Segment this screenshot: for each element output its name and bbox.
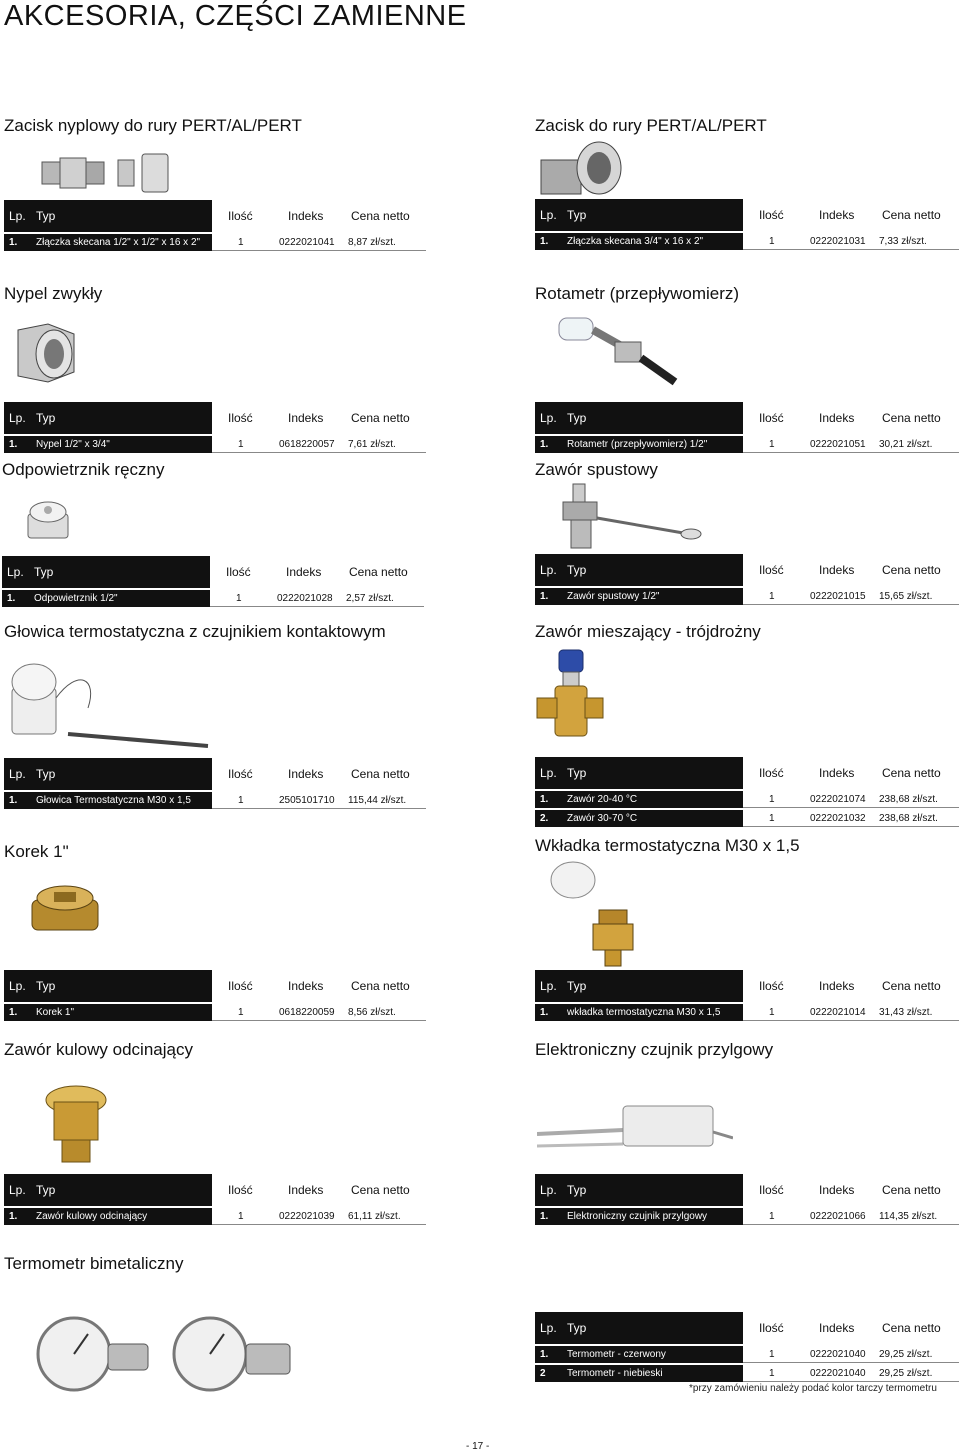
col-cena: Cena netto — [351, 767, 410, 781]
product-table — [535, 402, 959, 453]
col-cena: Cena netto — [882, 1183, 941, 1197]
cell-lp: 1. — [7, 593, 16, 604]
cell-indeks: 0222021040 — [810, 1368, 866, 1379]
table-row — [535, 1346, 959, 1363]
col-cena: Cena netto — [882, 766, 941, 780]
cell-lp: 1. — [540, 1349, 549, 1360]
cell-ilosc: 1 — [238, 439, 244, 450]
cell-indeks: 0618220059 — [279, 1007, 335, 1018]
table-header — [535, 1312, 959, 1344]
cell-typ: Nypel 1/2" x 3/4" — [36, 439, 110, 450]
col-typ: Typ — [36, 411, 56, 425]
cell-typ: Złączka skecana 3/4" x 16 x 2" — [567, 236, 704, 247]
table-header — [2, 556, 424, 588]
cell-ilosc: 1 — [238, 237, 244, 248]
table-row — [535, 436, 959, 453]
cell-cena: 61,11 zł/szt. — [348, 1211, 401, 1222]
cell-indeks: 0222021031 — [810, 236, 866, 247]
col-typ: Typ — [36, 1183, 56, 1197]
cell-cena: 2,57 zł/szt. — [346, 593, 394, 604]
section-title: Zacisk do rury PERT/AL/PERT — [535, 116, 767, 135]
section-ball-valve — [4, 1038, 426, 1238]
cell-lp: 2 — [540, 1368, 546, 1379]
table-header — [535, 757, 959, 789]
col-cena: Cena netto — [882, 979, 941, 993]
cell-lp: 1. — [9, 439, 18, 450]
cell-lp: 1. — [540, 236, 549, 247]
col-indeks: Indeks — [819, 1183, 855, 1197]
col-ilosc: Ilość — [228, 209, 253, 223]
cell-ilosc: 1 — [769, 813, 775, 824]
contact-sensor-icon — [537, 1096, 733, 1160]
col-cena: Cena netto — [882, 411, 941, 425]
cell-cena: 115,44 zł/szt. — [348, 795, 407, 806]
cell-cena: 114,35 zł/szt. — [879, 1211, 938, 1222]
table-row — [4, 234, 426, 251]
col-indeks: Indeks — [288, 411, 324, 425]
col-lp: Lp. — [540, 766, 557, 780]
page-title: AKCESORIA, CZĘŚCI ZAMIENNE — [4, 0, 467, 32]
cell-typ: Odpowietrznik 1/2" — [34, 593, 118, 604]
col-ilosc: Ilość — [226, 565, 251, 579]
cell-typ: Korek 1" — [36, 1007, 75, 1018]
table-row — [535, 233, 959, 250]
col-indeks: Indeks — [819, 563, 855, 577]
section-flow-meter — [535, 282, 959, 462]
product-table — [535, 1174, 959, 1225]
air-vent-icon — [24, 498, 72, 542]
nipple-icon — [8, 320, 80, 390]
col-cena: Cena netto — [882, 1321, 941, 1335]
col-ilosc: Ilość — [228, 979, 253, 993]
cell-indeks: 0222021032 — [810, 813, 866, 824]
cell-indeks: 0222021014 — [810, 1007, 866, 1018]
cell-ilosc: 1 — [769, 1211, 775, 1222]
col-lp: Lp. — [540, 208, 557, 222]
col-ilosc: Ilość — [759, 1321, 784, 1335]
table-header — [535, 199, 959, 231]
table-header — [4, 402, 426, 434]
cell-lp: 2. — [540, 813, 549, 824]
table-header — [535, 554, 959, 586]
table-row — [535, 1004, 959, 1021]
col-lp: Lp. — [9, 1183, 26, 1197]
col-indeks: Indeks — [819, 766, 855, 780]
drain-valve-icon — [557, 482, 705, 554]
product-table — [4, 1174, 426, 1225]
section-nipple — [4, 282, 426, 462]
col-lp: Lp. — [9, 767, 26, 781]
cell-typ: Złączka skecana 1/2" x 1/2" x 16 x 2" — [36, 237, 201, 248]
col-typ: Typ — [567, 979, 587, 993]
flow-meter-icon — [555, 314, 685, 390]
table-header — [535, 402, 959, 434]
nipple-clamp-icon — [40, 148, 170, 198]
cell-lp: 1. — [540, 1211, 549, 1222]
section-title: Głowica termostatyczna z czujnikiem kontaktowym — [4, 622, 386, 641]
col-typ: Typ — [567, 563, 587, 577]
section-title: Rotametr (przepływomierz) — [535, 284, 740, 303]
col-indeks: Indeks — [819, 1321, 855, 1335]
col-cena: Cena netto — [882, 208, 941, 222]
table-header — [4, 970, 426, 1002]
section-nipple-clamp — [4, 114, 426, 254]
col-lp: Lp. — [540, 1321, 557, 1335]
section-title: Termometr bimetaliczny — [4, 1254, 184, 1273]
section-title: Elektroniczny czujnik przylgowy — [535, 1040, 774, 1059]
cell-indeks: 0222021041 — [279, 237, 335, 248]
col-cena: Cena netto — [351, 411, 410, 425]
cell-cena: 7,61 zł/szt. — [348, 439, 396, 450]
table-row — [4, 1004, 426, 1021]
cell-ilosc: 1 — [769, 1368, 775, 1379]
cell-cena: 8,87 zł/szt. — [348, 237, 396, 248]
section-mixing-valve — [535, 620, 959, 830]
product-table — [535, 199, 959, 250]
cell-indeks: 0222021039 — [279, 1211, 335, 1222]
col-cena: Cena netto — [351, 209, 410, 223]
section-title: Zawór kulowy odcinający — [4, 1040, 193, 1059]
page-number: - 17 - — [466, 1441, 490, 1452]
product-table — [4, 200, 426, 251]
cell-ilosc: 1 — [238, 1007, 244, 1018]
cell-typ: Zawór kulowy odcinający — [36, 1211, 148, 1222]
col-typ: Typ — [36, 767, 56, 781]
cell-cena: 238,68 zł/szt. — [879, 794, 938, 805]
col-typ: Typ — [567, 766, 587, 780]
col-indeks: Indeks — [286, 565, 322, 579]
table-header — [4, 1174, 426, 1206]
col-typ: Typ — [36, 979, 56, 993]
col-lp: Lp. — [9, 411, 26, 425]
col-ilosc: Ilość — [759, 208, 784, 222]
section-title: Zacisk nyplowy do rury PERT/AL/PERT — [4, 116, 302, 135]
col-indeks: Indeks — [819, 411, 855, 425]
col-ilosc: Ilość — [759, 1183, 784, 1197]
product-table — [2, 556, 424, 607]
cell-typ: Termometr - czerwony — [567, 1349, 666, 1360]
cell-lp: 1. — [9, 237, 18, 248]
product-table — [4, 758, 426, 809]
cell-typ: Zawór 30-70 °C — [567, 813, 638, 824]
table-header — [535, 1174, 959, 1206]
section-pipe-clamp — [535, 114, 959, 254]
col-typ: Typ — [567, 1183, 587, 1197]
cell-ilosc: 1 — [236, 593, 242, 604]
col-typ: Typ — [567, 411, 587, 425]
col-typ: Typ — [567, 208, 587, 222]
table-row — [4, 1208, 426, 1225]
col-indeks: Indeks — [819, 208, 855, 222]
section-title: Zawór mieszający - trójdrożny — [535, 622, 761, 641]
cell-lp: 1. — [9, 795, 18, 806]
table-row — [4, 436, 426, 453]
pipe-clamp-icon — [539, 140, 625, 198]
cell-indeks: 0222021051 — [810, 439, 866, 450]
col-lp: Lp. — [540, 979, 557, 993]
cell-ilosc: 1 — [238, 1211, 244, 1222]
product-table — [535, 970, 959, 1021]
cell-ilosc: 1 — [769, 236, 775, 247]
cell-indeks: 0618220057 — [279, 439, 335, 450]
section-contact-sensor — [535, 1038, 959, 1238]
section-drain-valve — [535, 458, 959, 608]
cell-lp: 1. — [540, 794, 549, 805]
cell-indeks: 0222021028 — [277, 593, 333, 604]
section-thermostatic-insert — [535, 836, 959, 1036]
table-row — [535, 810, 959, 827]
cell-cena: 30,21 zł/szt. — [879, 439, 933, 450]
col-typ: Typ — [34, 565, 54, 579]
cell-lp: 1. — [540, 1007, 549, 1018]
cell-ilosc: 1 — [769, 794, 775, 805]
section-title: Zawór spustowy — [535, 460, 658, 479]
col-indeks: Indeks — [288, 1183, 324, 1197]
col-ilosc: Ilość — [228, 1183, 253, 1197]
cell-cena: 238,68 zł/szt. — [879, 813, 938, 824]
cell-cena: 7,33 zł/szt. — [879, 236, 927, 247]
product-table — [535, 757, 959, 827]
cell-indeks: 0222021015 — [810, 591, 866, 602]
section-bimetal-thermometer — [4, 1252, 426, 1402]
cell-ilosc: 1 — [769, 591, 775, 602]
table-row — [4, 792, 426, 809]
col-lp: Lp. — [9, 979, 26, 993]
col-lp: Lp. — [540, 411, 557, 425]
footnote: *przy zamówieniu należy podać kolor tarczy termometru — [689, 1383, 937, 1394]
col-ilosc: Ilość — [228, 411, 253, 425]
table-row — [535, 588, 959, 605]
col-lp: Lp. — [9, 209, 26, 223]
mixing-valve-icon — [535, 648, 605, 746]
col-indeks: Indeks — [288, 209, 324, 223]
cell-ilosc: 1 — [769, 439, 775, 450]
col-cena: Cena netto — [349, 565, 408, 579]
product-table — [535, 1312, 959, 1382]
col-lp: Lp. — [540, 1183, 557, 1197]
product-table — [4, 970, 426, 1021]
section-thermometer-table — [535, 1312, 959, 1392]
thermostatic-insert-icon — [549, 858, 645, 970]
section-title: Wkładka termostatyczna M30 x 1,5 — [535, 836, 800, 855]
ball-valve-icon — [40, 1084, 112, 1166]
cell-ilosc: 1 — [238, 795, 244, 806]
product-table — [4, 402, 426, 453]
section-title: Nypel zwykły — [4, 284, 103, 303]
col-ilosc: Ilość — [759, 979, 784, 993]
col-ilosc: Ilość — [759, 766, 784, 780]
plug-icon — [28, 882, 102, 936]
col-indeks: Indeks — [288, 979, 324, 993]
cell-indeks: 2505101710 — [279, 795, 335, 806]
cell-cena: 31,43 zł/szt. — [879, 1007, 933, 1018]
col-typ: Typ — [36, 209, 56, 223]
col-indeks: Indeks — [819, 979, 855, 993]
section-thermostatic-head — [4, 620, 426, 820]
cell-ilosc: 1 — [769, 1007, 775, 1018]
col-typ: Typ — [567, 1321, 587, 1335]
section-title: Odpowietrznik ręczny — [2, 460, 165, 479]
cell-cena: 8,56 zł/szt. — [348, 1007, 396, 1018]
table-row — [535, 791, 959, 808]
cell-cena: 15,65 zł/szt. — [879, 591, 933, 602]
cell-ilosc: 1 — [769, 1349, 775, 1360]
col-ilosc: Ilość — [759, 563, 784, 577]
cell-typ: Zawór 20-40 °C — [567, 794, 638, 805]
product-table — [535, 554, 959, 605]
table-header — [535, 970, 959, 1002]
table-header — [4, 758, 426, 790]
section-title: Korek 1" — [4, 842, 69, 861]
table-row — [535, 1365, 959, 1382]
section-air-vent — [2, 458, 424, 608]
cell-lp: 1. — [540, 439, 549, 450]
col-ilosc: Ilość — [228, 767, 253, 781]
cell-typ: Elektroniczny czujnik przylgowy — [567, 1211, 708, 1222]
cell-typ: wkładka termostatyczna M30 x 1,5 — [567, 1007, 721, 1018]
cell-cena: 29,25 zł/szt. — [879, 1368, 933, 1379]
table-row — [2, 590, 424, 607]
cell-typ: Rotametr (przepływomierz) 1/2" — [567, 439, 708, 450]
section-plug — [4, 840, 426, 1040]
cell-typ: Termometr - niebieski — [567, 1368, 663, 1379]
cell-cena: 29,25 zł/szt. — [879, 1349, 933, 1360]
cell-indeks: 0222021074 — [810, 794, 866, 805]
col-cena: Cena netto — [882, 563, 941, 577]
cell-indeks: 0222021040 — [810, 1349, 866, 1360]
col-cena: Cena netto — [351, 1183, 410, 1197]
col-cena: Cena netto — [351, 979, 410, 993]
cell-typ: Głowica Termostatyczna M30 x 1,5 — [36, 795, 191, 806]
table-header — [4, 200, 426, 232]
cell-indeks: 0222021066 — [810, 1211, 866, 1222]
cell-lp: 1. — [9, 1211, 18, 1222]
cell-typ: Zawór spustowy 1/2" — [567, 591, 660, 602]
col-indeks: Indeks — [288, 767, 324, 781]
cell-lp: 1. — [540, 591, 549, 602]
col-lp: Lp. — [7, 565, 24, 579]
col-ilosc: Ilość — [759, 411, 784, 425]
cell-lp: 1. — [9, 1007, 18, 1018]
bimetal-thermometer-icon — [34, 1310, 304, 1406]
table-row — [535, 1208, 959, 1225]
col-lp: Lp. — [540, 563, 557, 577]
thermostatic-head-icon — [8, 658, 214, 754]
